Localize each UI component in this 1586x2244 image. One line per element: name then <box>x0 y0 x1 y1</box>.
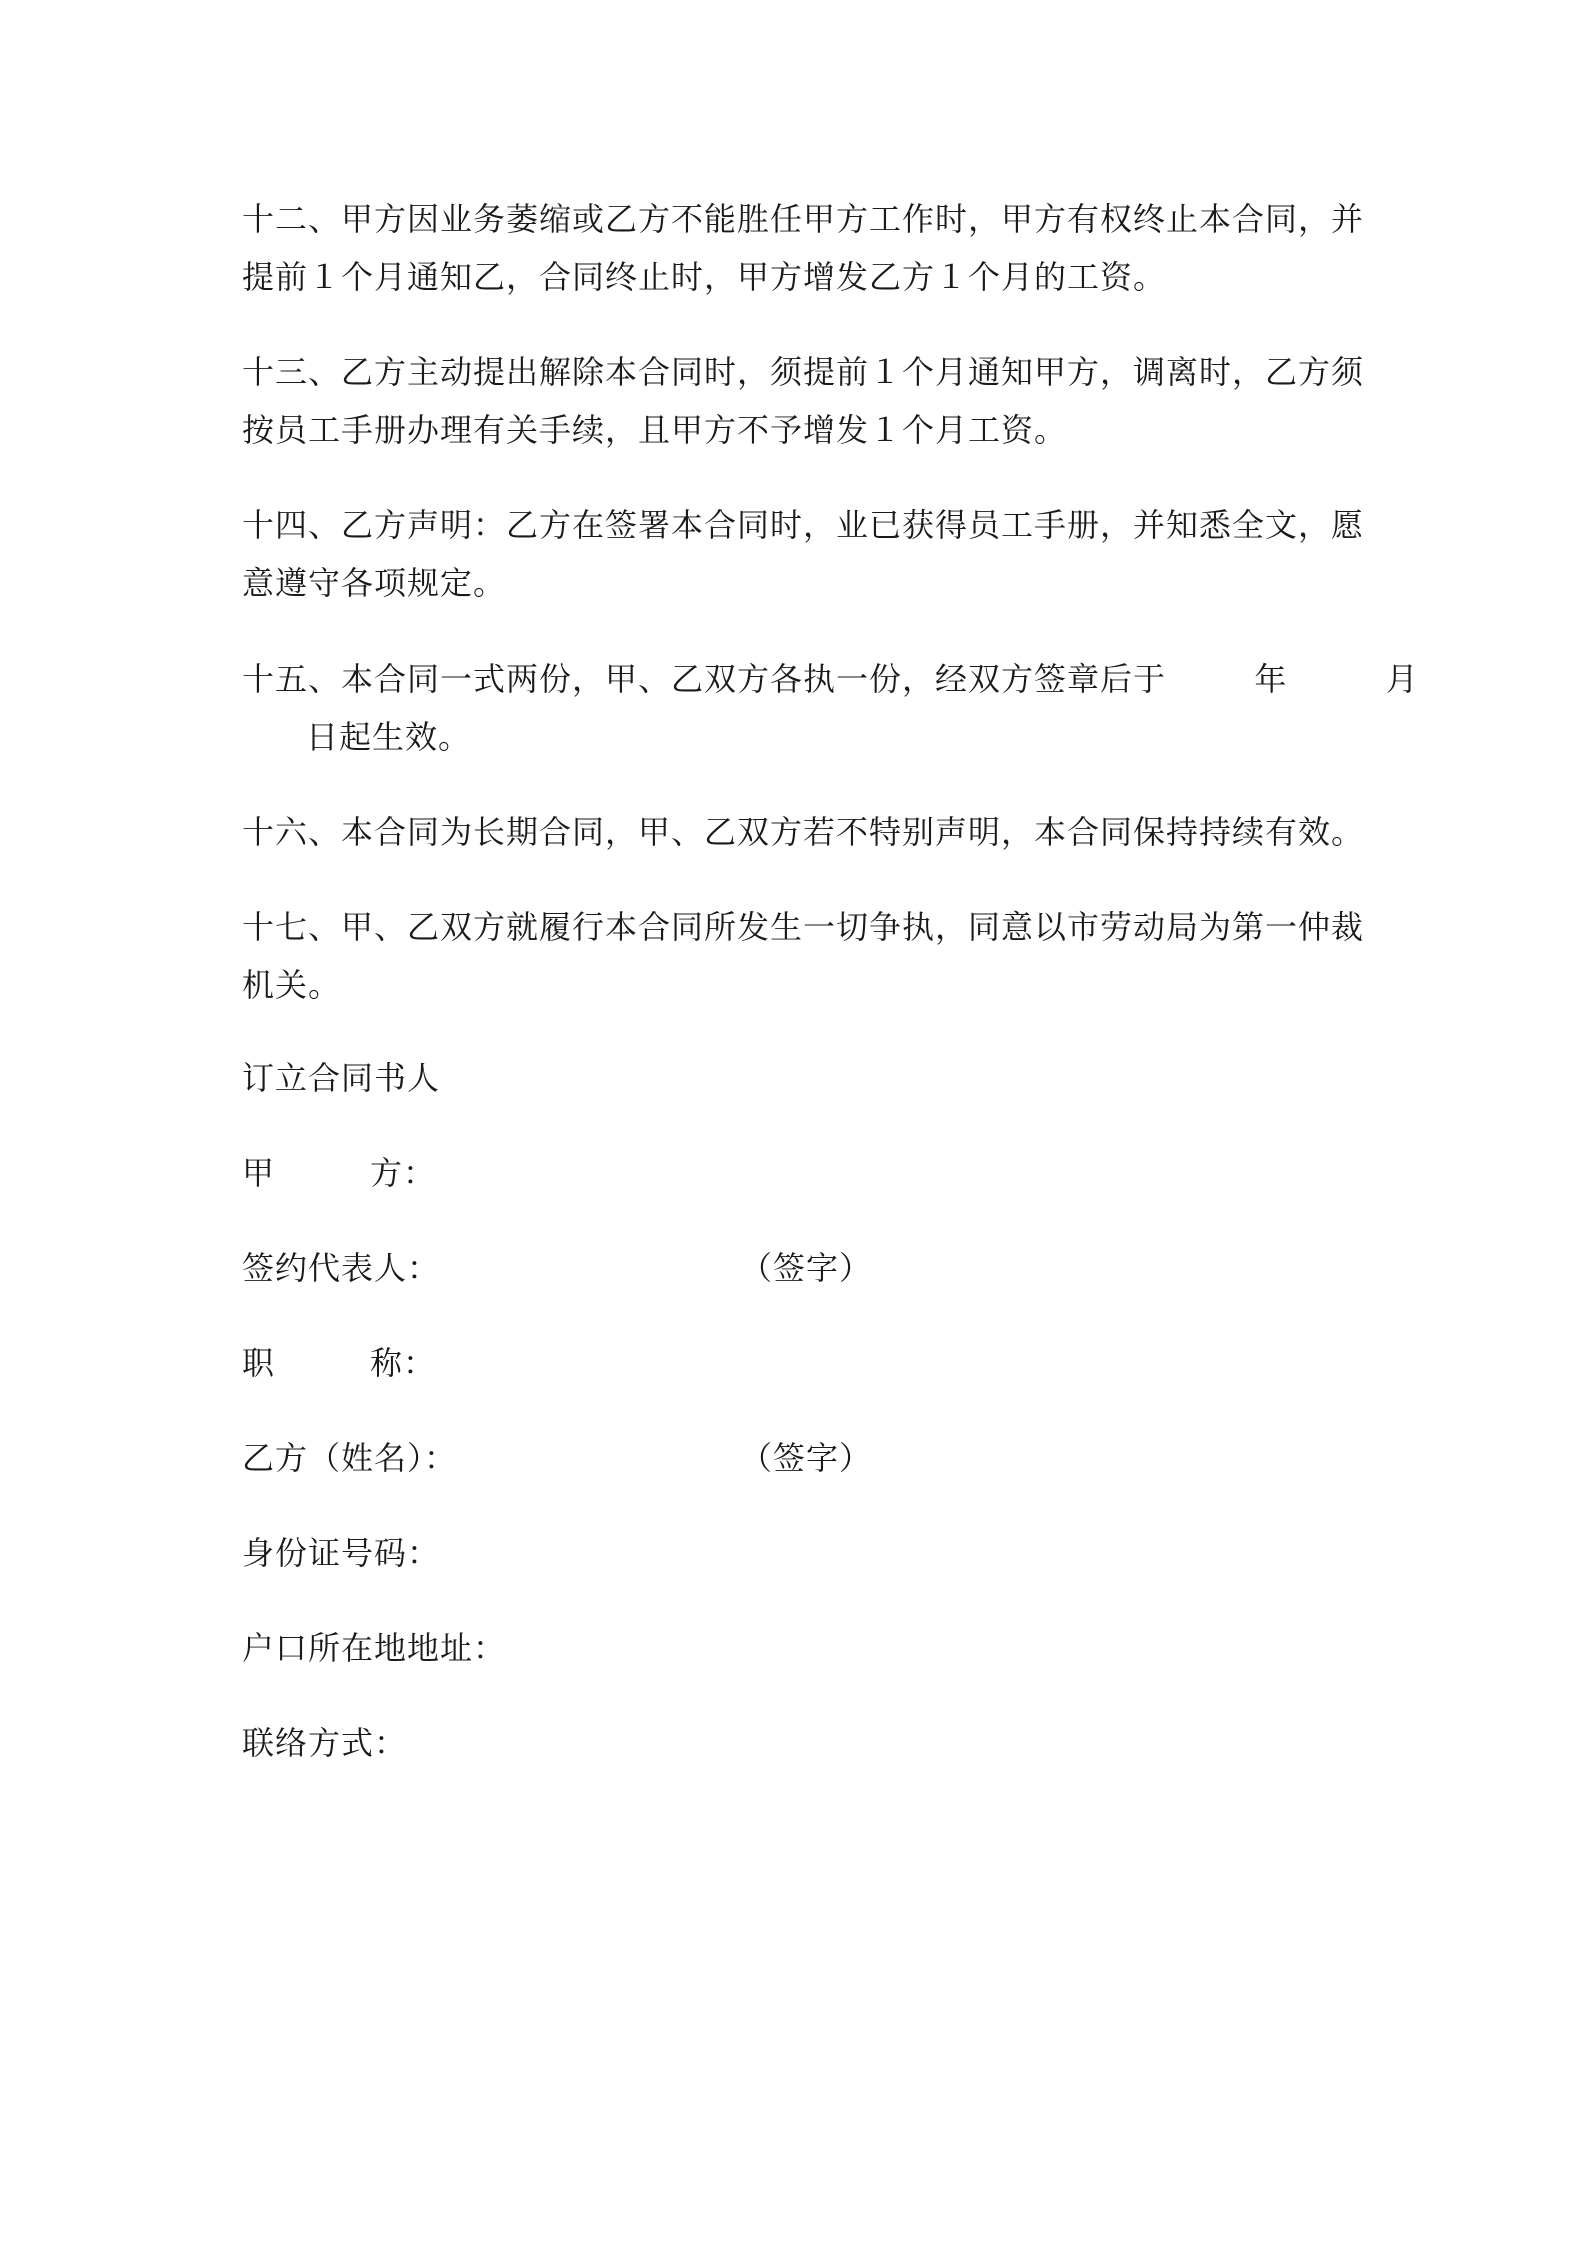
representative-field <box>242 1248 873 1288</box>
clause-15-line-1 <box>242 650 1419 708</box>
job-title-field <box>242 1343 436 1383</box>
clause-16-line-1: 十六、本合同为长期合同，甲、乙双方若不特别声明，本合同保持持续有效。 <box>242 813 1365 851</box>
clause-14 <box>242 496 1365 612</box>
clause-17 <box>242 898 1365 1014</box>
clause-13 <box>242 343 1365 459</box>
clause-15-month-label: 月 <box>1385 660 1419 698</box>
representative-signature-label: （签字） <box>740 1249 873 1287</box>
address-field: 户口所在地地址： <box>242 1629 507 1667</box>
clause-12 <box>242 190 1365 306</box>
clause-12-line-2: 提前１个月通知乙，合同终止时，甲方增发乙方１个月的工资。 <box>242 258 1167 296</box>
job-title-label-char-1: 职 <box>242 1344 276 1382</box>
clause-13-line-2: 按员工手册办理有关手续，且甲方不予增发１个月工资。 <box>242 411 1068 449</box>
party-b-label: 乙方（姓名）： <box>242 1439 458 1477</box>
party-b-signature-label: （签字） <box>740 1439 873 1477</box>
clause-14-line-2: 意遵守各项规定。 <box>242 564 507 602</box>
contact-field: 联络方式： <box>242 1724 408 1762</box>
representative-label: 签约代表人： <box>242 1249 441 1287</box>
clause-15-main-text: 十五、本合同一式两份，甲、乙双方各执一份，经双方签章后于 <box>242 660 1167 698</box>
clause-16 <box>242 803 1365 861</box>
clause-15-year-label: 年 <box>1254 660 1288 698</box>
party-b-field <box>242 1438 873 1478</box>
party-a-label-char-2: 方： <box>370 1154 437 1192</box>
signatory-heading: 订立合同书人 <box>242 1059 441 1097</box>
clause-13-line-1: 十三、乙方主动提出解除本合同时，须提前１个月通知甲方，调离时，乙方须 <box>242 353 1365 391</box>
clause-17-line-2: 机关。 <box>242 966 342 1004</box>
clause-12-line-1: 十二、甲方因业务萎缩或乙方不能胜任甲方工作时，甲方有权终止本合同，并 <box>242 200 1365 238</box>
id-number-field: 身份证号码： <box>242 1534 441 1572</box>
party-a-field <box>242 1153 436 1193</box>
clause-15 <box>242 650 1419 766</box>
job-title-label-char-2: 称： <box>370 1344 437 1382</box>
clause-14-line-1: 十四、乙方声明：乙方在签署本合同时，业已获得员工手册，并知悉全文，愿 <box>242 506 1365 544</box>
clause-15-line-2: 日起生效。 <box>306 718 472 756</box>
clause-17-line-1: 十七、甲、乙双方就履行本合同所发生一切争执，同意以市劳动局为第一仲裁 <box>242 908 1365 946</box>
party-a-label-char-1: 甲 <box>242 1154 276 1192</box>
